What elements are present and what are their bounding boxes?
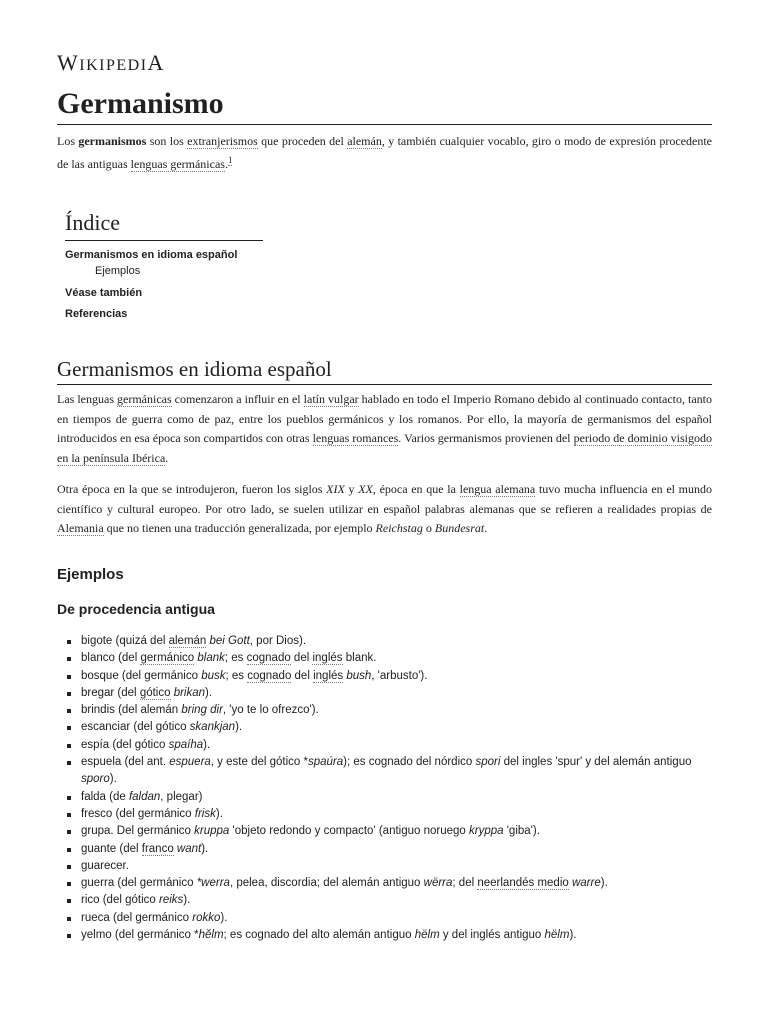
subsection-heading: Ejemplos — [57, 566, 124, 583]
term-link[interactable]: alemán — [168, 635, 207, 647]
link-lenguas-romances[interactable]: lenguas romances — [312, 431, 399, 445]
list-item: rueca (del germánico rokko). — [57, 910, 712, 927]
term-link[interactable]: gótico — [139, 686, 171, 699]
term-link[interactable]: cognado — [247, 669, 292, 682]
subsubsection-heading: De procedencia antigua — [57, 601, 215, 617]
reference-link[interactable]: 1 — [227, 155, 233, 165]
germanism-list — [57, 633, 712, 944]
list-item: guarecer. — [57, 858, 712, 875]
list-item: escanciar (del gótico skankjan). — [57, 719, 712, 736]
list-item: guante (del franco want). — [57, 841, 712, 858]
section-heading: Germanismos en idioma español — [57, 354, 712, 385]
term-link[interactable]: inglés — [313, 669, 344, 682]
list-item: rico (del gótico reiks). — [57, 892, 712, 909]
list-item: bigote (quizá del alemán bei Gott, por Dios). — [57, 633, 712, 650]
link-lenguas-germanicas[interactable]: lenguas germánicas — [130, 157, 225, 171]
list-item: espuela (del ant. espuera, y este del gótico *spaúra); es cognado del nórdico spori del ingles 'spur' y del alemán antiguo sporo). — [57, 754, 712, 789]
paragraph: Las lenguas germánicas comenzaron a influir en el latín vulgar hablado en todo el Imperio Romano debido al continuado contacto, tanto en tiempos de guerra como de paz, entre los pueblos germánicos y los romanos. Por ello, la mayoría de germanismos del español introducidos en esa época son compartidos con otras lenguas romances. Varios germanismos provienen del periodo de dominio visigodo en la península Ibérica. — [57, 392, 713, 465]
list-item: guerra (del germánico *werra, pelea, discordia; del alemán antiguo wërra; del neerlandés medio warre). — [57, 875, 712, 892]
term-link[interactable]: franco — [141, 842, 174, 855]
list-item: blanco (del germánico blank; es cognado del inglés blank. — [57, 650, 712, 667]
toc-heading: Índice — [65, 208, 263, 241]
link-germanicas[interactable]: germánicas — [117, 392, 172, 406]
toc-item-vease-tambien[interactable]: Véase también — [65, 287, 143, 299]
list-item: espía (del gótico spaíha). — [57, 737, 712, 754]
list-item: falda (de faldan, plegar) — [57, 789, 712, 806]
term-link[interactable]: neerlandés medio — [477, 877, 569, 890]
link-lengua-alemana[interactable]: lengua alemana — [459, 482, 536, 496]
page-title: Germanismo — [57, 84, 712, 125]
list-item: bosque (del germánico busk; es cognado del inglés bush, 'arbusto'). — [57, 668, 712, 685]
link-latin-vulgar[interactable]: latín vulgar — [303, 392, 359, 406]
toc-item-germanismos[interactable]: Germanismos en idioma español — [65, 249, 238, 261]
paragraph: Otra época en la que se introdujeron, fueron los siglos XIX y XX, época en que la lengua alemana tuvo mucha influencia en el mundo científico y cultural europeo. Por otro lado, se suelen utilizar en español palabras alemanas que se refieren a realidades propias de Alemania que no tienen una traducción generalizada, por ejemplo Reichstag o Bundesrat. — [57, 482, 713, 535]
list-item: fresco (del germánico frisk). — [57, 806, 712, 823]
table-of-contents — [65, 208, 265, 322]
list-item: yelmo (del germánico *hĕlm; es cognado del alto alemán antiguo hëlm y del inglés antiguo hëlm). — [57, 927, 712, 944]
bold-term: germanismos — [78, 134, 147, 148]
link-periodo-visigodo[interactable]: periodo de dominio visigodo en la península Ibérica — [57, 431, 713, 465]
lead-paragraph: Los germanismos son los extranjerismos que proceden del alemán, y también cualquier vocablo, giro o modo de expresión procedente de las antiguas lenguas germánicas.$^1$ — [57, 134, 712, 171]
link-extranjerismos[interactable]: extranjerismos — [187, 134, 258, 148]
link-aleman[interactable]: alemán — [347, 134, 382, 148]
toc-item-ejemplos[interactable]: Ejemplos — [95, 265, 141, 277]
list-item: bregar (del gótico brikan). — [57, 685, 712, 702]
term-link[interactable]: cognado — [246, 652, 291, 665]
wikipedia-logo[interactable]: WIKIPEDIA — [57, 50, 165, 75]
term-link[interactable]: germánico — [140, 652, 195, 665]
toc-item-referencias[interactable]: Referencias — [65, 308, 128, 320]
list-item: grupa. Del germánico kruppa 'objeto redondo y compacto' (antiguo noruego kryppa 'giba'). — [57, 823, 712, 840]
term-link[interactable]: inglés — [312, 652, 343, 665]
link-alemania[interactable]: Alemania — [57, 521, 104, 535]
list-item: brindis (del alemán bring dir, 'yo te lo ofrezco'). — [57, 702, 712, 719]
